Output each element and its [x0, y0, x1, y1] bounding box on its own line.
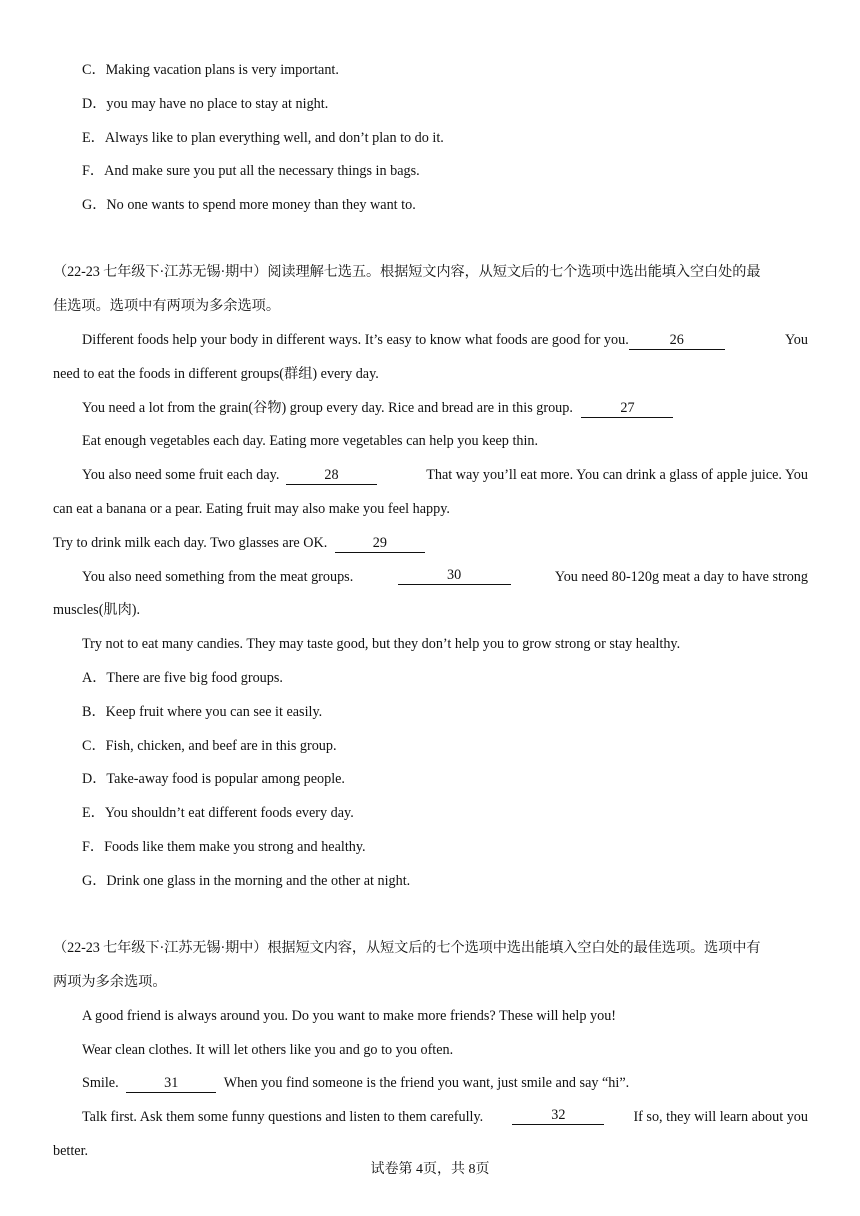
- option-g-s1: G．No one wants to spend more money than they want to.: [82, 197, 416, 213]
- section3-paragraph2: Wear clean clothes. It will let others like you and go to you often.: [82, 1042, 454, 1058]
- blank-28: 28: [286, 467, 377, 485]
- section2-paragraph7: Try not to eat many candies. They may taste good, but they don’t help you to grow strong or stay healthy.: [82, 636, 681, 652]
- option-e-s1: E．Always like to plan everything well, and don’t plan to do it.: [82, 130, 444, 146]
- paragraph-text: If so, they will learn about you: [633, 1109, 808, 1125]
- section2-paragraph4-line1: [82, 465, 808, 485]
- paragraph-text: That way you’ll eat more. You can drink a glass of apple juice. You: [426, 467, 808, 483]
- blank-32: 32: [512, 1107, 604, 1125]
- paragraph-text: You also need something from the meat groups.: [82, 569, 354, 585]
- section3-paragraph4-line1: [82, 1107, 808, 1127]
- paragraph-text: You need 80-120g meat a day to have strong: [554, 569, 808, 585]
- section2-paragraph5: [53, 533, 425, 553]
- blank-26: 26: [629, 332, 725, 350]
- section3-paragraph4-line2: better.: [53, 1143, 89, 1159]
- option-c-s1: C．Making vacation plans is very important.: [82, 62, 339, 78]
- option-e-s2: E．You shouldn’t eat different foods every day.: [82, 805, 354, 821]
- section2-intro-line1: （22-23 七年级下·江苏无锡·期中）阅读理解七选五。根据短文内容，从短文后的七个选项中选出能填入空白处的最: [53, 264, 761, 280]
- paragraph-text: When you find someone is the friend you want, just smile and say “hi”.: [223, 1075, 630, 1091]
- option-a-s2: A．There are five big food groups.: [82, 670, 283, 686]
- blank-29: 29: [335, 535, 425, 553]
- blank-31: 31: [126, 1075, 216, 1093]
- paragraph-text: Smile.: [82, 1075, 119, 1091]
- paragraph-text: Try to drink milk each day. Two glasses are OK.: [53, 535, 328, 551]
- paragraph-text: Talk first. Ask them some funny questions and listen to them carefully.: [82, 1109, 484, 1125]
- section3-paragraph3: [82, 1073, 629, 1093]
- paragraph-text: You need a lot from the grain(谷物) group every day. Rice and bread are in this group.: [82, 400, 573, 416]
- paragraph-text: You: [784, 332, 808, 348]
- section3-paragraph1: A good friend is always around you. Do you want to make more friends? These will help you!: [82, 1008, 617, 1024]
- paragraph-text: Different foods help your body in different ways. It’s easy to know what foods are good for you.: [82, 332, 629, 348]
- option-d-s1: D．you may have no place to stay at night.: [82, 96, 329, 112]
- option-f-s2: F．Foods like them make you strong and healthy.: [82, 839, 366, 855]
- option-f-s1: F．And make sure you put all the necessary things in bags.: [82, 163, 420, 179]
- section3-intro-line2: 两项为多余选项。: [53, 974, 167, 990]
- option-b-s2: B．Keep fruit where you can see it easily.: [82, 704, 323, 720]
- section2-paragraph1-line1: [82, 330, 808, 350]
- section2-paragraph2: [82, 398, 673, 418]
- option-g-s2: G．Drink one glass in the morning and the other at night.: [82, 873, 411, 889]
- option-c-s2: C．Fish, chicken, and beef are in this group.: [82, 738, 337, 754]
- blank-30: 30: [398, 567, 511, 585]
- section2-paragraph6-line1: [82, 567, 808, 587]
- section3-intro-line1: （22-23 七年级下·江苏无锡·期中）根据短文内容，从短文后的七个选项中选出能填入空白处的最佳选项。选项中有: [53, 940, 761, 956]
- section2-paragraph3: Eat enough vegetables each day. Eating more vegetables can help you keep thin.: [82, 433, 539, 449]
- section2-paragraph1-line2: need to eat the foods in different groups(群组) every day.: [53, 366, 379, 382]
- section2-paragraph4-line2: can eat a banana or a pear. Eating fruit may also make you feel happy.: [53, 501, 450, 517]
- page-footer: 试卷第 4页，共 8页: [370, 1162, 490, 1177]
- paragraph-text: You also need some fruit each day.: [82, 467, 280, 483]
- section2-paragraph6-line2: muscles(肌肉).: [53, 602, 141, 618]
- option-d-s2: D．Take-away food is popular among people.: [82, 771, 345, 787]
- blank-27: 27: [581, 400, 673, 418]
- section2-intro-line2: 佳选项。选项中有两项为多余选项。: [53, 298, 281, 314]
